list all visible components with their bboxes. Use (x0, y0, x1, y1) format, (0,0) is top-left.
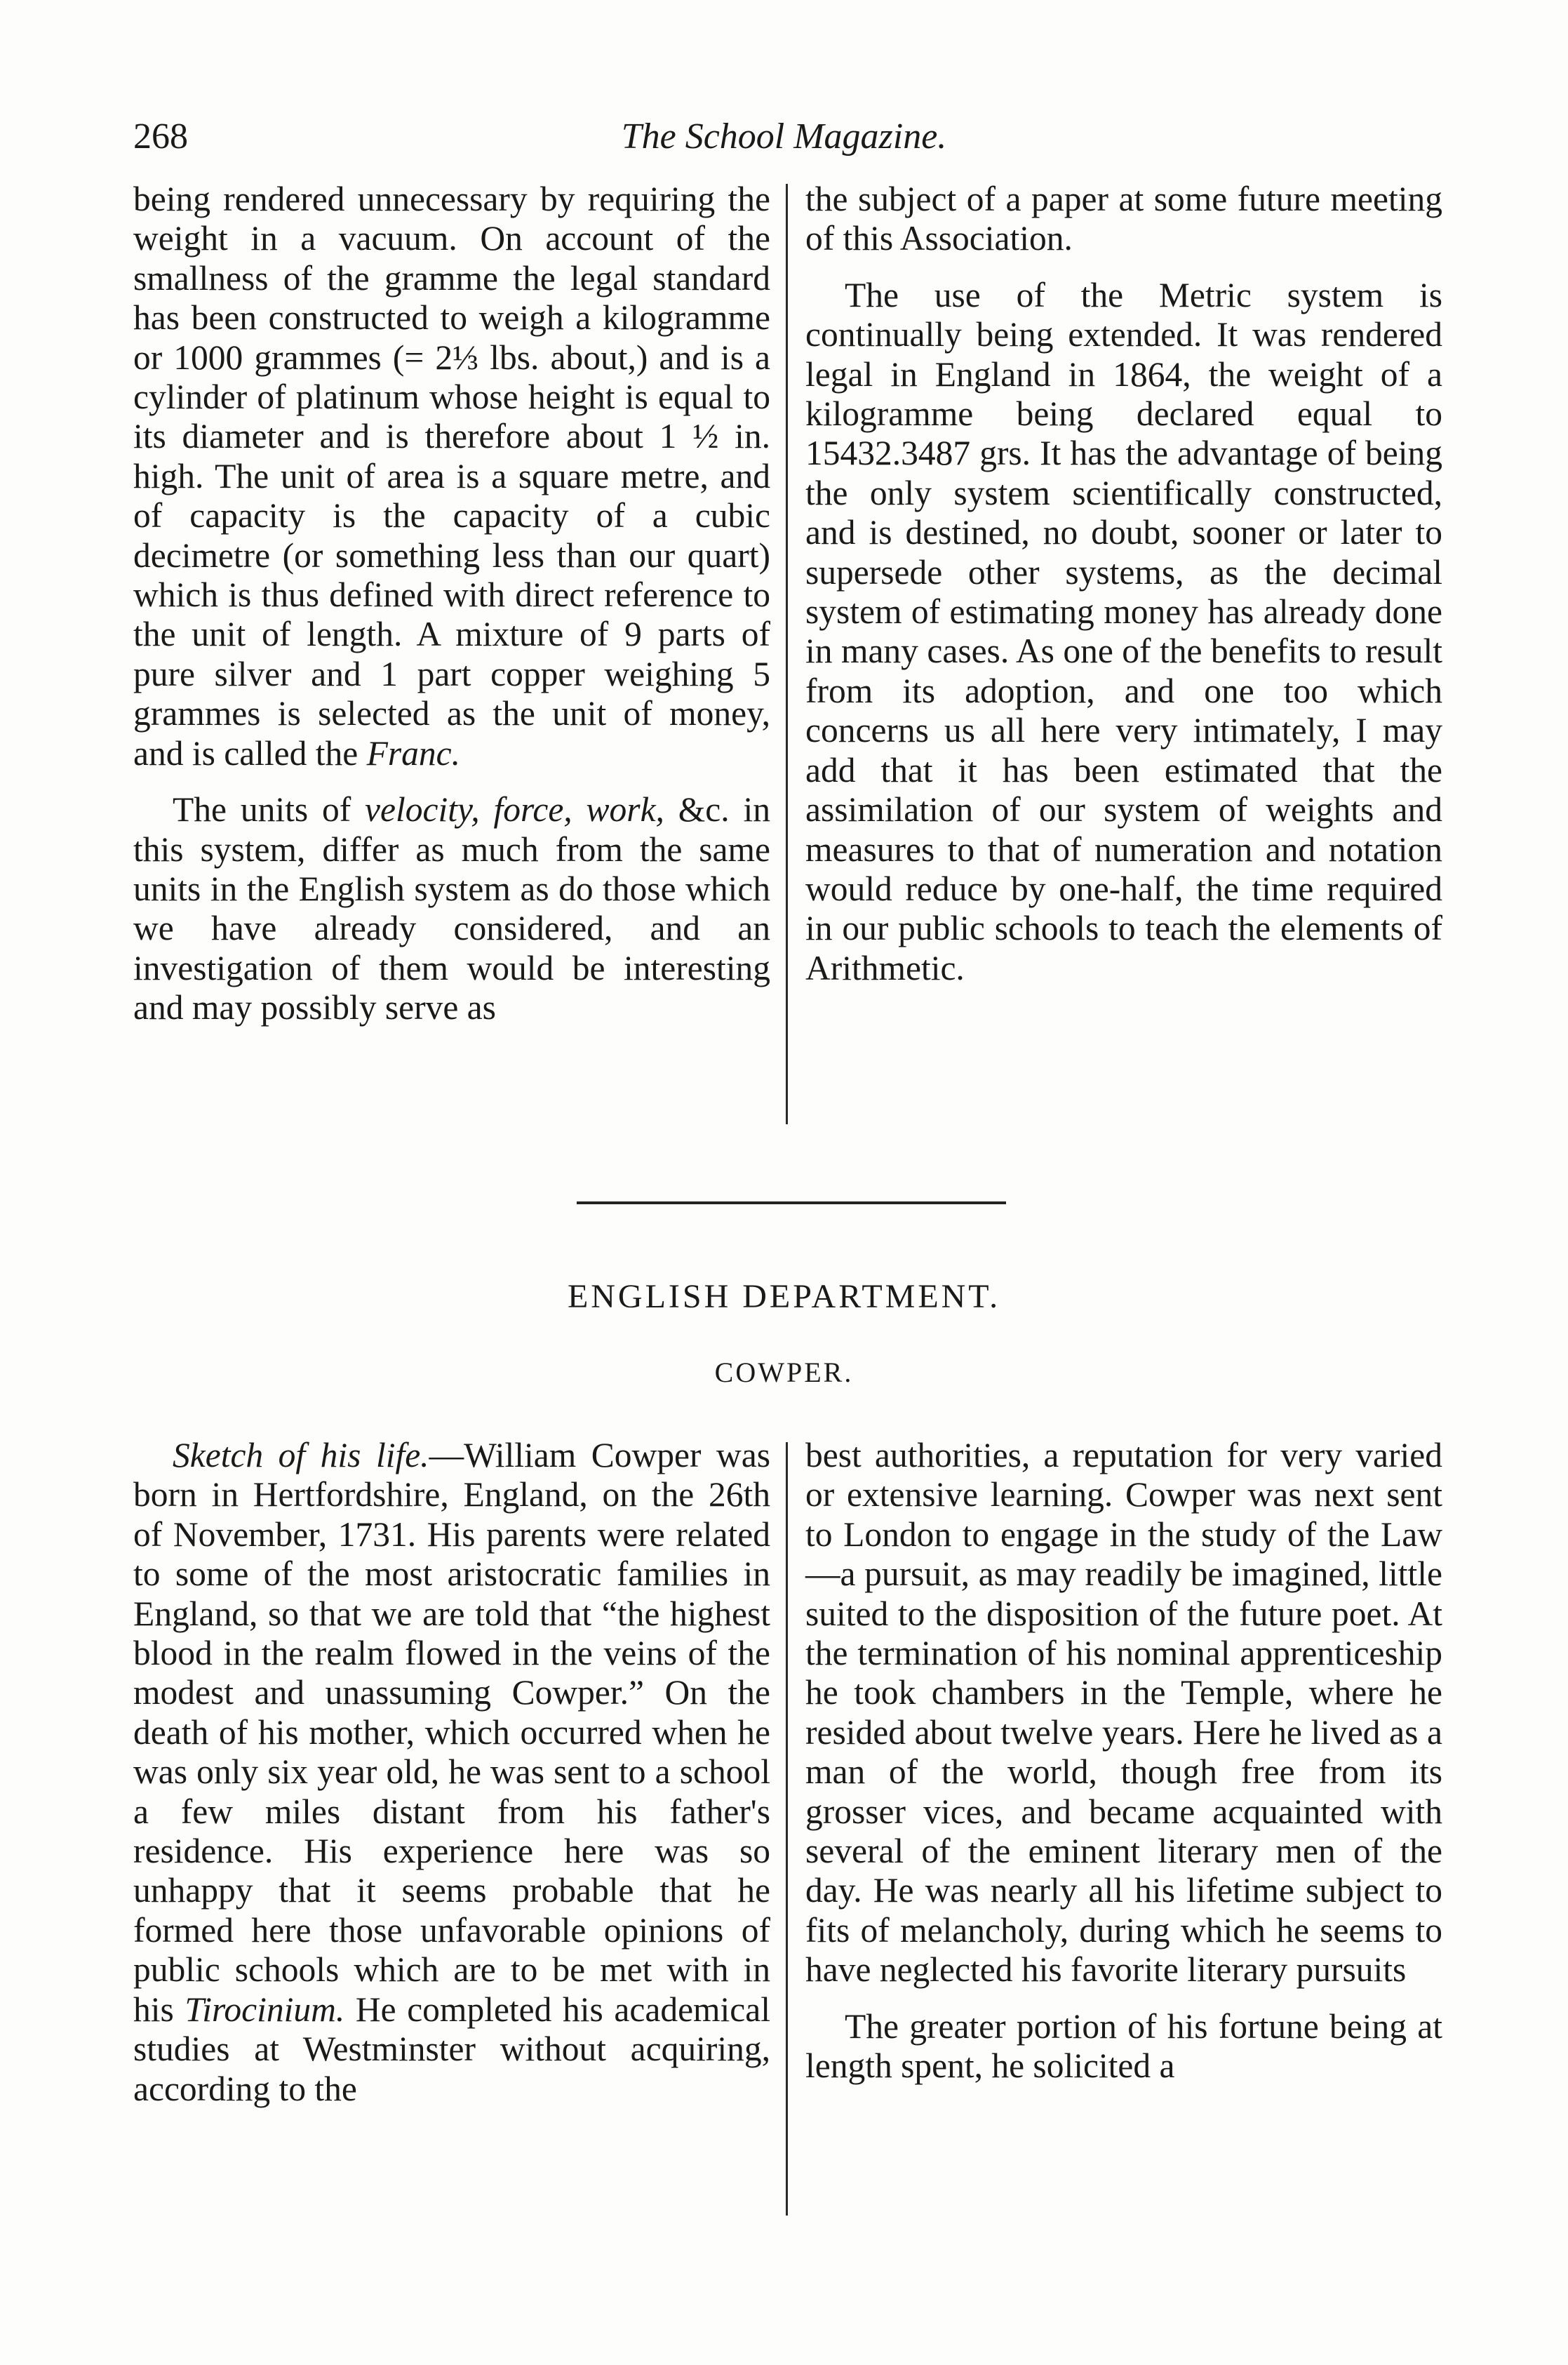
paragraph: best authorities, a reputation for very varied or extensive learning. Cowper was next sent to London to engage in the study of the Law—a pursuit, as may readily be imagined, little suited to the disposition of the future poet. At the termination of his nominal apprenticeship he took chambers in the Temple, where he resided about twelve years. Here he lived as a man of the world, though free from its grosser vices, and became acquainted with several of the eminent literary men of the day. He was nearly all his lifetime subject to fits of melancholy, during which he seems to have neglected his favorite literary pursuits (805, 1436, 1442, 1990)
section-heading: ENGLISH DEPARTMENT. (567, 1278, 1001, 1315)
paragraph: The greater portion of his fortune being at length spent, he solicited a (805, 2006, 1442, 2086)
lower-left-column (133, 1436, 770, 2109)
running-title: The School Magazine. (621, 116, 947, 156)
column-divider (786, 1442, 788, 2216)
column-divider (786, 184, 788, 1124)
paragraph: The units of velocity, force, work, &c. in this system, differ as much from the same units in the English system as do those which we have already considered, and an investigation of them would be interesting and may possibly serve as (133, 790, 770, 1027)
paragraph: Sketch of his life.—William Cowper was born in Hertfordshire, England, on the 26th of November, 1731. His parents were related to some of the most aristocratic families in England, so that we are told that “the highest blood in the realm flowed in the veins of the modest and unassuming Cowper.” On the death of his mother, which occurred when he was only six year old, he was sent to a school a few miles distant from his father's residence. His experience here was so unhappy that it seems probable that he formed here those unfavorable opinions of public schools which are to be met with in his Tirocinium. He completed his academical studies at Westminster without acquiring, according to the (133, 1436, 770, 2108)
italic-term: velocity, force, work, (365, 790, 664, 830)
paragraph: being rendered unnecessary by requiring the weight in a vacuum. On account of the smallness of the gramme the legal standard has been constructed to weigh a kilogramme or 1000 grammes (= 2⅓ lbs. about,) and is a cylinder of platinum whose height is equal to its diameter and is therefore about 1 ½ in. high. The unit of area is a square metre, and of capacity is the capacity of a cubic decimetre (or something less than our quart) which is thus defined with direct reference to the unit of length. A mixture of 9 parts of pure silver and 1 part copper weighing 5 grammes is selected as the unit of money, and is called the Franc. (133, 180, 770, 773)
upper-left-column (133, 180, 770, 1028)
section-separator (577, 1201, 1006, 1204)
page-header (0, 116, 1568, 172)
page-number: 268 (133, 116, 188, 156)
paragraph: the subject of a paper at some future meeting of this Association. (805, 180, 1442, 258)
lower-right-column (805, 1436, 1442, 2086)
paragraph: The use of the Metric system is continually being extended. It was rendered legal in England in 1864, the weight of a kilogramme being declared equal to 15432.3487 grs. It has the advantage of being the only system scientifically constructed, and is destined, no doubt, sooner or later to supersede other systems, as the decimal system of estimating money has already done in many cases. As one of the benefits to result from its adoption, and one too which concerns us all here very intimately, I may add that it has been estimated that the assimilation of our system of weights and measures to that of numeration and notation would reduce by one-half, the time required in our public schools to teach the elements of Arithmetic. (805, 275, 1442, 987)
italic-term: Franc. (366, 733, 460, 773)
article-heading: COWPER. (714, 1357, 854, 1388)
upper-right-column (805, 180, 1442, 988)
italic-lead: Sketch of his life. (173, 1436, 429, 1474)
italic-title: Tirocinium. (185, 1990, 345, 2029)
